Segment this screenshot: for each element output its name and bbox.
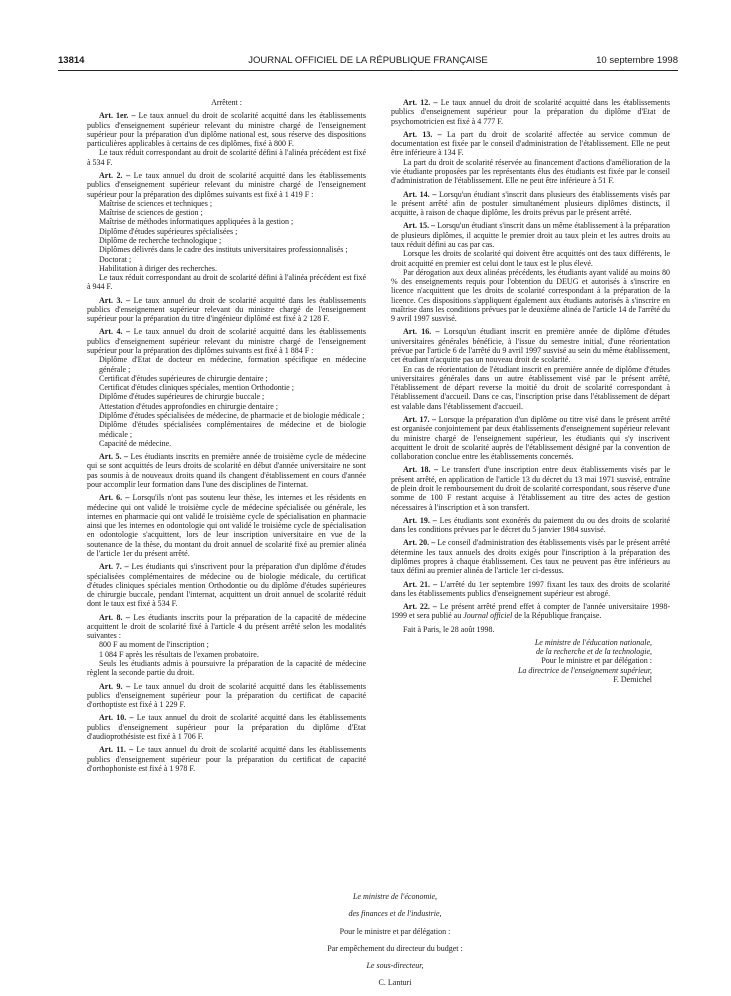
article-18 [391,465,670,511]
page-number: 13814 [58,55,85,66]
article-10-text: Le taux annuel du droit de scolarité acquitté dans les établissements publics d'enseignement supérieur pour la préparation du diplôme d'Etat d'audioprothésiste est fixé à 1 706 F. [87,713,366,741]
delegation-line: Pour le ministre et par délégation : [339,926,451,936]
signatory-title: de la recherche et de la technologie, [535,647,652,657]
article-15-label: Art. 15. – [403,221,436,231]
article-15-paragraph-3: Par dérogation aux deux alinéas précédents, les étudiants ayant validé au moins 80 % des enseignements requis pour l'obtention du DEUG et autorisés à s'inscrire en licence n'acquittent que les droits de scolarité correspondant à la préparation de la licence. Ces dispositions s'appliquent également aux étudiants autorisés à s'inscrire en maîtrise dans les conditions prévues par le deuxième alinéa de l'article 14 de l'arrêté du 9 avril 1997 susvisé. [391,267,670,324]
article-9 [87,682,366,710]
article-8 [87,613,366,641]
signing-place-date: Fait à Paris, le 28 août 1998. [403,624,495,634]
article-1-label: Art. 1er. – [99,111,136,121]
arretent-heading: Arrêtent : [211,98,242,107]
article-6-label: Art. 6. – [99,493,130,503]
list-item: Maîtrise de méthodes informatiques appliquées à la gestion ; [99,217,294,227]
article-7 [87,562,366,608]
article-11-label: Art. 11. – [99,745,134,755]
signatory-title: La directrice de l'enseignement supérieur, [517,665,652,675]
article-10-label: Art. 10. – [99,713,134,723]
article-14 [391,190,670,218]
article-9-text: Le taux annuel du droit de scolarité acquitté dans les établissements publics d'enseignement supérieur pour la préparation du certificat de capacité d'orthoptiste est fixé à 1 229 F. [87,681,367,710]
article-1-text: Le taux annuel du droit de scolarité acquitté dans les établissements publics d'enseignement supérieur relevant du ministre chargé de l'enseignement supérieur pour la préparation d'un diplôme national est, sous réserve des dispositions particulières applicables à certains de ces diplômes, fixé à 800 F. [87,111,366,149]
article-2 [87,171,366,199]
article-21-text: L'arrêté du 1er septembre 1997 fixant les taux des droits de scolarité dans les établissements publics d'enseignement supérieur est abrogé. [391,579,671,598]
article-6 [87,493,366,558]
article-1 [87,111,366,148]
article-4-label: Art. 4. – [99,327,131,337]
article-18-text: Le transfert d'une inscription entre deux établissements visés par le présent arrêté, en application de l'article 13 du décret du 13 mai 1971 susvisé, entraîne de plein droit le remboursement du droit de scolarité correspondant, sous réserve d'une somme de 100 F restant acquise à l'établissement au titre des actes de gestion nécessaires à l'inscription et à son transfert. [391,465,670,512]
article-13-label: Art. 13. – [403,129,442,139]
article-16-label: Art. 16. – [403,327,440,337]
list-item: Capacité de médecine. [99,438,172,448]
page-header [58,55,678,69]
list-item: 800 F au moment de l'inscription ; [99,640,209,650]
article-8-label: Art. 8. – [99,612,130,622]
article-2-text: Le taux annuel du droit de scolarité acquitté dans les établissements publics d'enseignement supérieur relevant du ministre chargé de l'enseignement supérieur pour la préparation des diplômes suivants est fixé à 1 419 F : [87,170,367,199]
header-rule [58,70,678,71]
article-3-text: Le taux annuel du droit de scolarité acquitté dans les établissements publics d'enseignement supérieur relevant du ministre chargé de l'enseignement supérieur pour la préparation du titre d'ingénieur diplômé est fixé à 2 128 F. [87,295,367,324]
left-column [87,98,366,773]
signatory-title: Le ministre de l'économie, [352,892,438,901]
list-item: Certificat d'études supérieures de chirurgie dentaire ; [99,373,268,383]
article-17 [391,415,670,461]
article-12-text: Le taux annuel du droit de scolarité acquitté dans les établissements publics d'enseignement supérieur pour la préparation du diplôme d'Etat de psychomotricien est fixé à 4 777 F. [391,98,670,126]
article-21-label: Art. 21. – [403,579,438,589]
article-19 [391,516,670,535]
article-2-label: Art. 2. – [99,170,131,180]
list-item: Maîtrise de sciences de gestion ; [99,208,203,218]
delegation-line: Par empêchement du directeur du budget : [327,943,463,953]
article-12 [391,98,670,126]
list-item: 1 084 F après les résultats de l'examen probatoire. [99,649,259,659]
article-22 [391,602,670,621]
signature-block-economy [250,884,540,996]
article-8-text: Les étudiants inscrits pour la préparation de la capacité de médecine acquittent le droit de scolarité fixé à l'article 4 du présent arrêté selon les modalités suivantes : [87,612,366,641]
article-3-label: Art. 3. – [99,295,131,305]
list-item: Diplôme d'Etat de docteur en médecine, formation spécifique en médecine générale ; [99,355,366,374]
article-16-paragraph-2: En cas de réorientation de l'étudiant inscrit en première année de diplôme d'études universitaires générales dans un autre établissement visé par le présent arrêté, l'établissement de départ reverse la moitié du droit de scolarité correspondant à l'établissement d'accueil. Dans ce cas, l'inscription prise dans l'établissement de départ est valable dans l'établissement d'accueil. [391,364,670,411]
list-item: Attestation d'études approfondies en chirurgie dentaire ; [99,401,279,411]
right-column [391,98,670,684]
list-item: Diplôme d'études spécialisées de médecine, de pharmacie et de biologie médicale ; [99,411,365,420]
article-16 [391,327,670,364]
list-item: Diplôme d'études spécialisées complémentaires de médecine et de biologie médicale ; [99,420,366,439]
article-12-label: Art. 12. – [403,98,438,107]
list-item: Certificat d'études cliniques spéciales, mention Orthodontie ; [99,383,294,393]
article-5-label: Art. 5. – [99,452,128,462]
article-20-label: Art. 20. – [403,538,436,548]
article-16-text: Lorsqu'un étudiant inscrit en première année de diplôme d'études universitaires générales bénéficie, à l'issue du semestre initial, d'une réorientation prévue par l'article 6 de l'arrêté du 9 avril 1997 susvisé au sein du même établissement, cet étudiant n'acquitte pas un nouveau droit de scolarité. [391,327,670,365]
article-4 [87,327,366,355]
article-17-label: Art. 17. – [403,415,437,424]
article-9-label: Art. 9. – [99,681,131,691]
article-20-text: Le conseil d'administration des établissements visés par le présent arrêté détermine les taux annuels des droits exigés pour l'inscription à la préparation des diplômes propres à chaque établissement. Ces taux ne peuvent pas être inférieurs au taux défini au premier alinéa de l'article 1er ci-dessus. [391,538,670,576]
article-22-label: Art. 22. – [403,602,437,612]
article-6-text: Lorsqu'ils n'ont pas soutenu leur thèse, les internes et les résidents en médecine qui ont validé le troisième cycle de médecine spécialisée ou générale, les internes en pharmacie qui ont validé le troisième cycle de spécialisation en pharmacie ainsi que les internes en odontologie qui ont validé le troisième cycle de spécialisation en odontologie s'acquittent, lors de leur inscription universitaire en vue de la soutenance de la thèse, du montant du droit annuel de scolarité fixé au premier alinéa de l'article 1er du présent arrêté. [87,493,366,558]
article-19-label: Art. 19. – [403,515,437,525]
delegation-line: Pour le ministre et par délégation : [541,656,652,666]
article-13 [391,130,670,158]
article-22-text-a: Le présent arrêté prend effet à compter de l'année universitaire 1998-1999 et sera publié au [391,602,671,621]
article-15-text: Lorsqu'un étudiant s'inscrit dans un même établissement à la préparation de plusieurs diplômes, il acquitte le premier droit au taux plein et les autres droits au taux réduit défini au cas par cas. [391,221,670,249]
article-18-label: Art. 18. – [403,465,439,475]
list-item: Diplôme d'études supérieures spécialisées ; [99,226,238,236]
list-item: Doctorat ; [99,254,132,264]
article-17-text: Lorsque la préparation d'un diplôme ou titre visé dans le présent arrêté est organisée conjointement par deux établissements d'enseignement supérieur relevant du ministre chargé de l'enseignement supérieur, les étudiants qui s'y inscrivent acquittent le droit de scolarité auprès de l'établissement désigné par la convention de collaboration conclue entre les établissements concernés. [391,415,670,462]
signatory-title: Le sous-directeur, [366,961,424,971]
signatory-name: F. Demichel [613,675,652,685]
article-10 [87,713,366,741]
list-item: Diplôme d'études supérieures de chirurgie buccale ; [99,392,265,402]
signature-block-education [391,638,670,684]
article-19-text: Les étudiants sont exonérés du paiement du ou des droits de scolarité dans les conditions prévues par le décret du 5 janvier 1984 susvisé. [391,515,670,535]
article-13-text: La part du droit de scolarité affectée au service commun de documentation est fixée par le conseil d'administration de l'établissement. Elle ne peut être inférieure à 134 F. [391,129,670,158]
list-item: Diplômes délivrés dans le cadre des instituts universitaires professionnalisés ; [99,245,348,255]
signatory-title: Le ministre de l'éducation nationale, [534,637,652,647]
article-5 [87,452,366,489]
list-item: Diplôme de recherche technologique ; [99,235,222,245]
article-14-label: Art. 14. – [403,189,437,199]
article-3 [87,296,366,324]
article-1-paragraph-2: Le taux réduit correspondant au droit de scolarité défini à l'alinéa précédent est fixé à 534 F. [87,148,366,167]
list-item: Maîtrise de sciences et techniques ; [99,198,213,208]
journal-title: JOURNAL OFFICIEL DE LA RÉPUBLIQUE FRANÇAISE [248,55,488,66]
issue-date: 10 septembre 1998 [596,55,678,66]
article-21 [391,580,670,599]
signatory-title: des finances et de l'industrie, [348,909,442,919]
article-22-text-b: de la République française. [512,611,602,621]
article-15 [391,221,670,249]
article-4-text: Le taux annuel du droit de scolarité acquitté dans les établissements publics d'enseignement supérieur relevant du ministre chargé de l'enseignement supérieur pour la préparation des diplômes suivants est fixé à 1 884 F : [87,327,367,356]
article-8-paragraph-2: Seuls les étudiants admis à poursuivre la préparation de la capacité de médecine règlent la seconde partie du droit. [87,659,366,678]
signatory-name: C. Lanturi [378,978,412,988]
article-11-text: Le taux annuel du droit de scolarité acquitté dans les établissements publics d'enseignement supérieur pour la préparation du certificat de capacité d'orthophoniste est fixé à 1 978 F. [87,745,366,773]
journal-officiel-italic: Journal officiel [463,611,513,621]
article-7-text: Les étudiants qui s'inscrivent pour la préparation d'un diplôme d'études spécialisées complémentaires de médecine ou de biologie médicale, du certificat d'études cliniques spéciales mention Orthodontie ou du diplôme d'études supérieures de chirurgie buccale, pendant l'internat, acquittent un droit annuel de scolarité réduit dont le taux est fixé à 534 F. [87,562,367,609]
article-15-paragraph-2: Lorsque les droits de scolarité qui doivent être acquittés ont des taux différents, le droit acquitté en premier est celui dont le taux est le plus élevé. [391,249,670,268]
article-5-text: Les étudiants inscrits en première année de troisième cycle de médecine qui se sont acquittés de leurs droits de scolarité en début d'année universitaire ne sont pas soumis à de nouveaux droits quand ils changent d'établissement en cours d'année pour accomplir leur formation dans l'une des disciplines de l'internat. [87,452,366,489]
article-11 [87,745,366,773]
article-20 [391,538,670,575]
article-7-label: Art. 7. – [99,562,129,572]
article-2-paragraph-2: Le taux réduit correspondant au droit de scolarité défini à l'alinéa précédent est fixé à 944 F. [87,273,366,292]
article-13-paragraph-2: La part du droit de scolarité réservée au financement d'actions d'amélioration de la vie étudiante proposées par les représentants élus des étudiants est fixée par le conseil d'administration de l'établissement. Elle ne peut être inférieure à 51 F. [391,157,670,186]
list-item: Habilitation à diriger des recherches. [99,263,217,273]
article-14-text: Lorsqu'un étudiant s'inscrit dans plusieurs des établissements visés par le présent arrêté afin de postuler simultanément plusieurs diplômes distincts, il acquitte, à raison de chaque diplôme, les droits prévus par le présent arrêté. [391,189,671,218]
